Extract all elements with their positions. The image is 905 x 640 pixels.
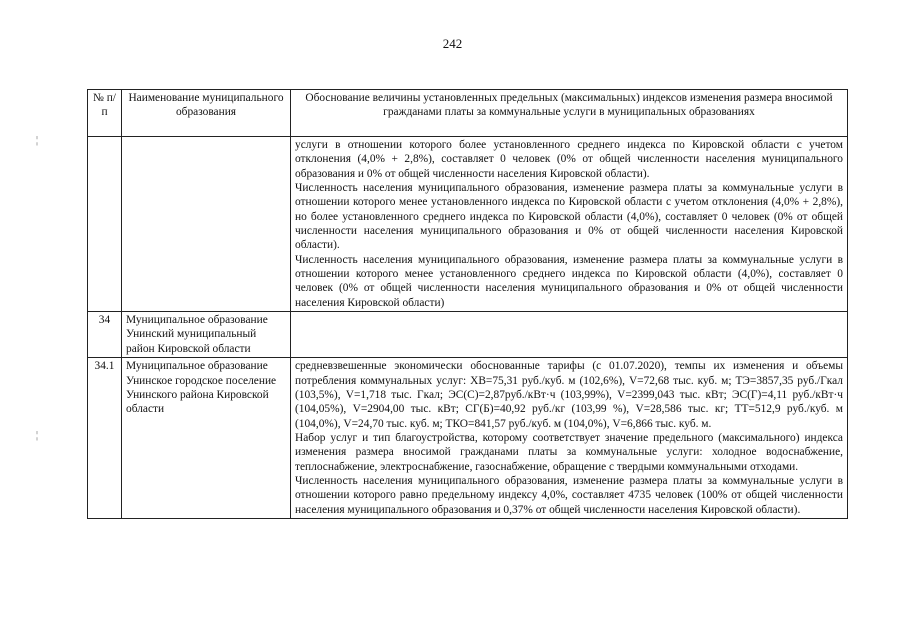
row-num: 34 xyxy=(88,312,122,358)
reason-paragraph: Численность населения муниципального образования, изменение размера платы за коммунальные услуги в отношении которого равно предельному индексу 4,0%, составляет 4735 человек (100% от общей численности населения муниципального образования и 0,37% от общей численности населения Кировской области). xyxy=(295,474,843,516)
reason-paragraph: Численность населения муниципального образования, изменение размера платы за коммунальные услуги в отношении которого менее установленного среднего индекса по Кировской области (4,0%), составляет 0 человек (0% от общей численности населения муниципального образования и 0% от общей численности населения Кировской области) xyxy=(295,253,843,309)
header-num: № п/п xyxy=(88,90,122,137)
page-number: 242 xyxy=(442,36,463,51)
row-reason xyxy=(291,137,848,312)
row-num xyxy=(88,137,122,312)
row-reason xyxy=(291,312,848,358)
reason-paragraph: Численность населения муниципального образования, изменение размера платы за коммунальные услуги в отношении которого менее установленного индекса по Кировской области с учетом отклонения (4,0% + 2,8%), но более установленного среднего индекса по Кировской области (4,0%), составляет 0 человек (0% от общей численности населения муниципального образования и 0% от общей численности населения Кировской области). xyxy=(295,182,843,252)
table-row xyxy=(88,358,848,519)
reason-paragraph: услуги в отношении которого более установленного среднего индекса по Кировской области с учетом отклонения (4,0% + 2,8%), составляет 0 человек (0% от общей численности населения муниципального образования и 0% от общей численности населения Кировской области). xyxy=(295,139,843,180)
row-num: 34.1 xyxy=(88,358,122,519)
header-name: Наименование муниципального образования xyxy=(122,90,291,137)
row-reason xyxy=(291,358,848,519)
reason-paragraph: Набор услуг и тип благоустройства, которому соответствует значение предельного (максимального) индекса изменения размера вносимой гражданами платы за коммунальные услуги: холодное водоснабжение, теплоснабжение, электроснабжение, газоснабжение, обращение с твердыми коммунальными отходами. xyxy=(295,431,843,473)
margin-mark: ¦ xyxy=(36,135,39,146)
table-row xyxy=(88,137,848,312)
tariff-table xyxy=(87,89,848,519)
table-header-row xyxy=(88,90,848,137)
table-row xyxy=(88,312,848,358)
margin-mark: ¦ xyxy=(36,430,39,441)
row-name: Муниципальное образование Унинский муниципальный район Кировской области xyxy=(122,312,291,358)
reason-paragraph: средневзвешенные экономически обоснованные тарифы (с 01.07.2020), темпы их изменения и объемы потребления коммунальных услуг: ХВ=75,31 руб./куб. м (102,6%), V=72,68 тыс. куб. м; ТЭ=3857,35 руб./Гкал (103,5%), V=1,718 тыс. Гкал; ЭС(С)=2,87руб./кВт·ч (103,99%), V=2399,043 тыс. кВт; ЭС(Г)=4,11 руб./кВт·ч (104,05%), V=2904,00 тыс. кВт; СГ(Б)=40,92 руб./кг (103,99 %), V=28,586 тыс. кг; ТТ=512,9 руб./куб. м (104,0%), V=24,70 тыс. куб. м; ТКО=841,57 руб./куб. м (104,0%), V=6,866 тыс. куб. м. xyxy=(295,360,843,430)
row-name xyxy=(122,137,291,312)
row-name: Муниципальное образование Унинское городское поселение Унинского района Кировской области xyxy=(122,358,291,519)
header-reason: Обоснование величины установленных предельных (максимальных) индексов изменения размера вносимой гражданами платы за коммунальные услуги в муниципальных образованиях xyxy=(291,90,848,137)
